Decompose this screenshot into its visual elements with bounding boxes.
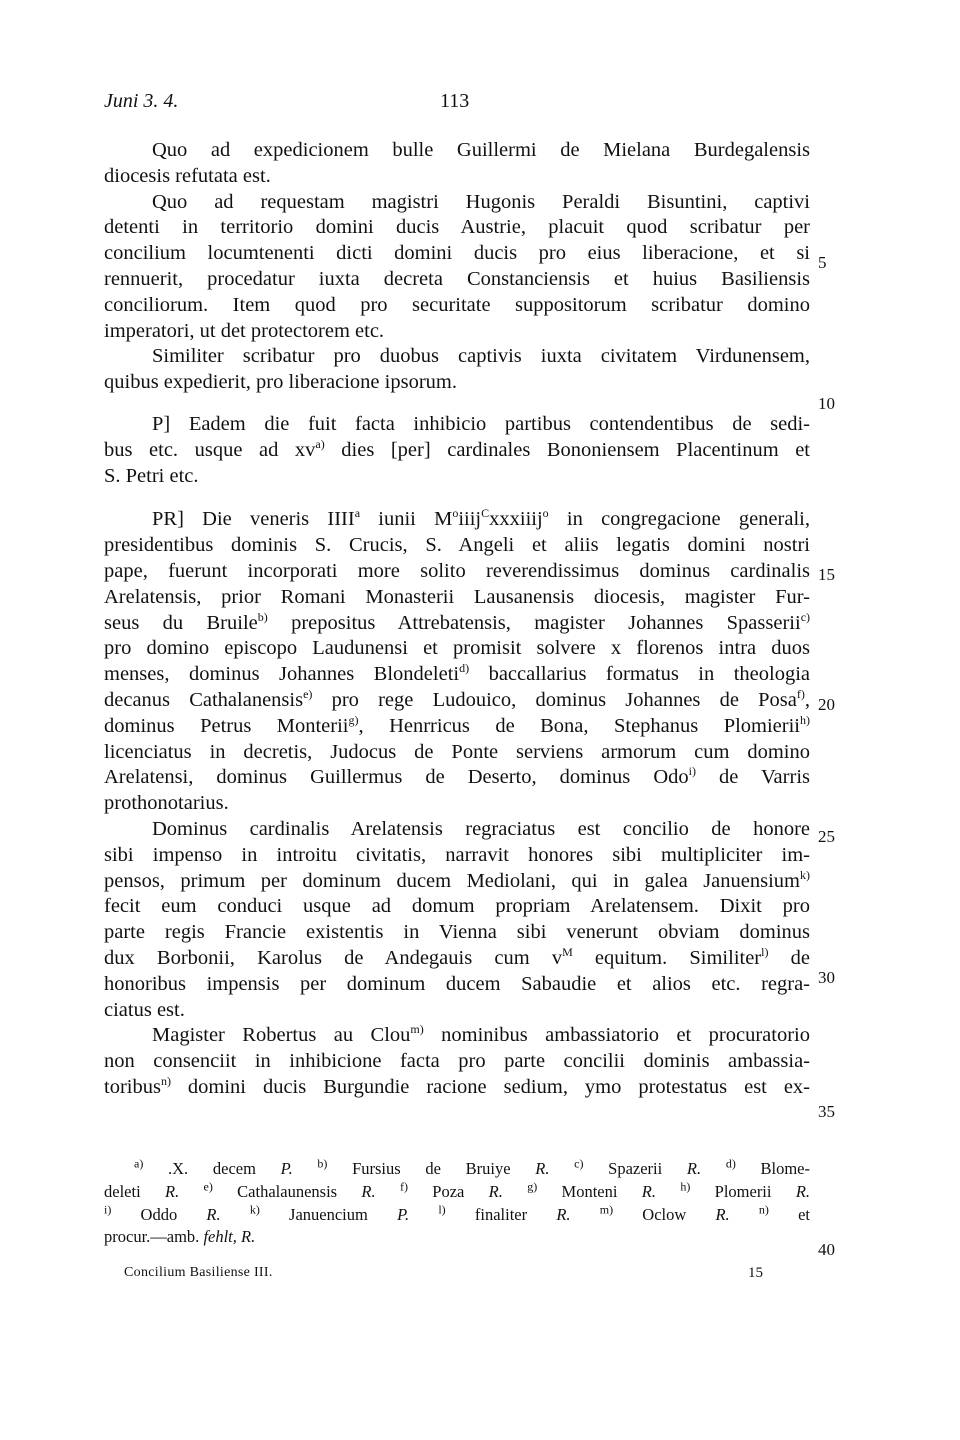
footnote-text: Plomerii xyxy=(690,1181,796,1201)
text-segment: de Varris xyxy=(695,766,810,789)
siglum: fehlt, R. xyxy=(203,1227,256,1247)
footnote-marker: i) xyxy=(688,764,696,779)
siglum: R. xyxy=(715,1204,730,1224)
text-line: fecit eum conduci usque ad domum propriam Arelatensem. Dixit pro xyxy=(104,895,810,918)
superscript: o xyxy=(452,506,459,521)
footnote-text: et xyxy=(768,1204,810,1224)
footnote-marker: m) xyxy=(410,1022,424,1037)
running-header xyxy=(104,90,810,116)
footnote-text: Blome- xyxy=(735,1159,810,1178)
footnote-marker: l) xyxy=(761,945,769,960)
text-segment: dies [per] cardinales Bononiensem Placentinum et xyxy=(324,438,810,461)
text-segment: pro rege Ludouico, dominus Johannes de Posa xyxy=(312,688,797,711)
text-segment: bus etc. usque ad xv xyxy=(104,438,316,461)
footnote-marker: d) xyxy=(459,661,470,676)
siglum: R. xyxy=(556,1204,571,1224)
header-date: Juni 3. 4. xyxy=(104,90,179,112)
main-text xyxy=(104,138,810,1101)
line-number: 40 xyxy=(818,1240,835,1259)
footnote-marker: k) xyxy=(800,867,810,882)
footnote-text: Januencium xyxy=(259,1204,398,1224)
line-number: 15 xyxy=(818,565,835,584)
text-segment: Arelatensi, dominus Guillermus de Deserto, dominus Odo xyxy=(104,766,689,789)
text-segment: dominus Petrus Monterii xyxy=(104,714,349,737)
text-segment: seus du Bruile xyxy=(104,611,258,634)
siglum: R. xyxy=(488,1181,503,1201)
footnote-text: .X. decem xyxy=(143,1159,281,1178)
footnote-marker: g) xyxy=(527,1179,538,1194)
text-line: parte regis Francie existentis in Vienna sibi venerunt obviam dominus xyxy=(104,921,810,944)
text-line xyxy=(104,1075,810,1101)
footnote-line xyxy=(104,1181,810,1204)
text-segment: decanus Cathalanensis xyxy=(104,688,304,711)
text-line: diocesis refutata est. xyxy=(104,164,271,187)
text-line: pro domino episcopo Laudunensi et promisit solvere x florenos intra duos xyxy=(104,637,810,660)
footnote-marker: m) xyxy=(599,1202,614,1217)
footnote-marker: a) xyxy=(134,1156,144,1171)
line-number: 25 xyxy=(818,827,835,846)
line-number: 10 xyxy=(818,394,835,413)
text-segment: PR] Die veneris IIII xyxy=(152,508,355,531)
superscript: a xyxy=(354,506,361,521)
text-line xyxy=(104,714,810,740)
footnote-marker: b) xyxy=(317,1156,328,1171)
siglum: R. xyxy=(361,1181,376,1201)
siglum: R. xyxy=(164,1181,180,1201)
footnote-marker: d) xyxy=(725,1156,736,1171)
footnote-text: deleti xyxy=(104,1181,165,1201)
text-line: Quo ad requestam magistri Hugonis Peraldi Bisuntini, captivi xyxy=(152,190,810,213)
text-segment: domini ducis Burgundie racione sedium, ymo protestatus est ex- xyxy=(170,1075,810,1098)
text-line: Dominus cardinalis Arelatensis regraciatus est concilio de honore xyxy=(152,817,810,840)
text-segment: iiij xyxy=(458,508,482,531)
text-line xyxy=(104,869,810,895)
text-line: P] Eadem die fuit facta inhibicio partibus contendentibus de sedi- xyxy=(152,412,810,435)
superscript: C xyxy=(481,506,490,521)
line-number: 35 xyxy=(818,1102,835,1121)
footnote-marker: l) xyxy=(438,1202,446,1217)
line-number: 5 xyxy=(818,253,827,272)
text-line: Arelatensis, prior Romani Monasterii Lausanensis diocesis, magister Fur- xyxy=(104,585,810,608)
footnote-text: Oddo xyxy=(111,1204,207,1224)
text-segment: , Henrricus de Bona, Stephanus Plomierii xyxy=(358,714,800,737)
footnote-marker: c) xyxy=(800,609,811,624)
text-line: Quo ad expedicionem bulle Guillermi de Mielana Burdegalensis xyxy=(152,139,810,161)
text-line: detenti in territorio domini ducis Austrie, placuit quod scribatur per xyxy=(104,216,810,239)
line-number: 20 xyxy=(818,695,835,714)
text-line: ciatus est. xyxy=(104,998,185,1021)
page-number: 113 xyxy=(440,90,470,112)
footnotes xyxy=(104,1158,810,1249)
footnote-text: finaliter xyxy=(445,1204,557,1224)
siglum: R. xyxy=(206,1204,221,1224)
text-line xyxy=(104,688,810,714)
footnote-text: Cathalaunensis xyxy=(212,1181,362,1201)
text-segment: xxxiiij xyxy=(489,508,543,531)
signature-number: 15 xyxy=(748,1265,763,1281)
siglum: P. xyxy=(397,1204,410,1224)
text-segment: equitum. Similiter xyxy=(572,946,762,969)
text-line: pape, fuerunt incorporati more solito reverendissimus dominus cardinalis xyxy=(104,559,810,582)
text-line: concilium locumtenenti dicti domini ducis pro eius liberacione, et si xyxy=(104,242,810,265)
text-line: Similiter scribatur pro duobus captivis iuxta civitatem Virdunensem, xyxy=(152,345,810,368)
text-line: honoribus impensis per dominum ducem Sabaudie et alios etc. regra- xyxy=(104,972,810,995)
footnote-marker: e) xyxy=(203,1179,213,1194)
line-number: 30 xyxy=(818,968,835,987)
text-line: sibi impenso in introitu civitatis, narravit honores sibi multipliciter im- xyxy=(104,843,810,866)
footnote-marker: n) xyxy=(758,1202,769,1217)
superscript: o xyxy=(542,506,549,521)
siglum: R. xyxy=(686,1159,702,1178)
text-line: quibus expedierit, pro liberacione ipsorum. xyxy=(104,371,457,394)
text-line xyxy=(104,507,810,533)
superscript: M xyxy=(562,945,573,960)
text-line: conciliorum. Item quod pro securitate suppositorum scribatur domino xyxy=(104,293,810,316)
footnote-marker: e) xyxy=(303,687,313,702)
text-line: imperatori, ut det protectorem etc. xyxy=(104,319,385,342)
footnote-marker: g) xyxy=(348,712,359,727)
text-segment: toribus xyxy=(104,1075,161,1098)
text-segment: Magister Robertus au Clou xyxy=(152,1024,411,1047)
text-line: S. Petri etc. xyxy=(104,464,199,487)
siglum: R. xyxy=(535,1159,550,1178)
siglum: P. xyxy=(280,1159,293,1178)
footnote-text: Oclow xyxy=(613,1204,716,1224)
text-segment: prepositus Attrebatensis, magister Johannes Spasserii xyxy=(267,611,801,634)
text-line: non consenciit in inhibicione facta pro parte concilii dominis ambassia- xyxy=(104,1050,810,1073)
footnote-text: Monteni xyxy=(537,1181,642,1201)
text-line xyxy=(104,1023,810,1049)
text-segment: pensos, primum per dominum ducem Mediolani, qui in galea Januensium xyxy=(104,869,800,892)
text-segment: baccallarius formatus in theologia xyxy=(469,663,810,686)
text-segment: dux Borbonii, Karolus de Andegauis cum v xyxy=(104,946,563,969)
footnote-marker: i) xyxy=(104,1202,112,1217)
footnote-marker: n) xyxy=(160,1074,171,1089)
footnote-marker: h) xyxy=(680,1179,691,1194)
text-segment: menses, dominus Johannes Blondeleti xyxy=(104,663,460,686)
text-segment: in congregacione generali, xyxy=(548,508,810,531)
footnote-line xyxy=(104,1204,810,1227)
footnote-line xyxy=(104,1226,810,1249)
footnote-text: procur.—amb. xyxy=(104,1227,204,1247)
text-line: rennuerit, procedatur iuxta decreta Constanciensis et huius Basiliensis xyxy=(104,267,810,290)
text-segment: iunii M xyxy=(360,508,453,531)
text-segment: nominibus ambassiatorio et procuratorio xyxy=(423,1024,810,1047)
text-segment: , xyxy=(804,688,810,711)
text-line xyxy=(104,611,810,637)
text-line xyxy=(104,662,810,688)
footnote-marker: a) xyxy=(315,436,325,451)
footnote-marker: h) xyxy=(800,712,810,727)
footnote-text: Fursius de Bruiye xyxy=(327,1159,536,1178)
text-line xyxy=(104,438,810,464)
footnote-text: Spazerii xyxy=(583,1159,687,1178)
footnote-marker: f) xyxy=(796,687,805,702)
footnote-marker: f) xyxy=(399,1179,408,1194)
footnote-marker: k) xyxy=(249,1202,260,1217)
footnote-line xyxy=(104,1158,810,1181)
text-line xyxy=(104,765,810,791)
signature-mark: Concilium Basiliense III. xyxy=(124,1265,273,1280)
footnote-marker: b) xyxy=(257,609,268,624)
text-line xyxy=(104,946,810,972)
footnote-text: Poza xyxy=(407,1181,489,1201)
text-line: presidentibus dominis S. Crucis, S. Angeli et aliis legatis domini nostri xyxy=(104,534,810,557)
text-segment: de xyxy=(768,946,810,969)
siglum: R. xyxy=(641,1181,656,1201)
siglum: R. xyxy=(795,1181,811,1201)
footnote-marker: c) xyxy=(574,1156,584,1171)
text-line: licenciatus in decretis, Judocus de Ponte serviens armorum cum domino xyxy=(104,740,810,763)
text-line: prothonotarius. xyxy=(104,792,229,815)
footer xyxy=(124,1265,774,1285)
